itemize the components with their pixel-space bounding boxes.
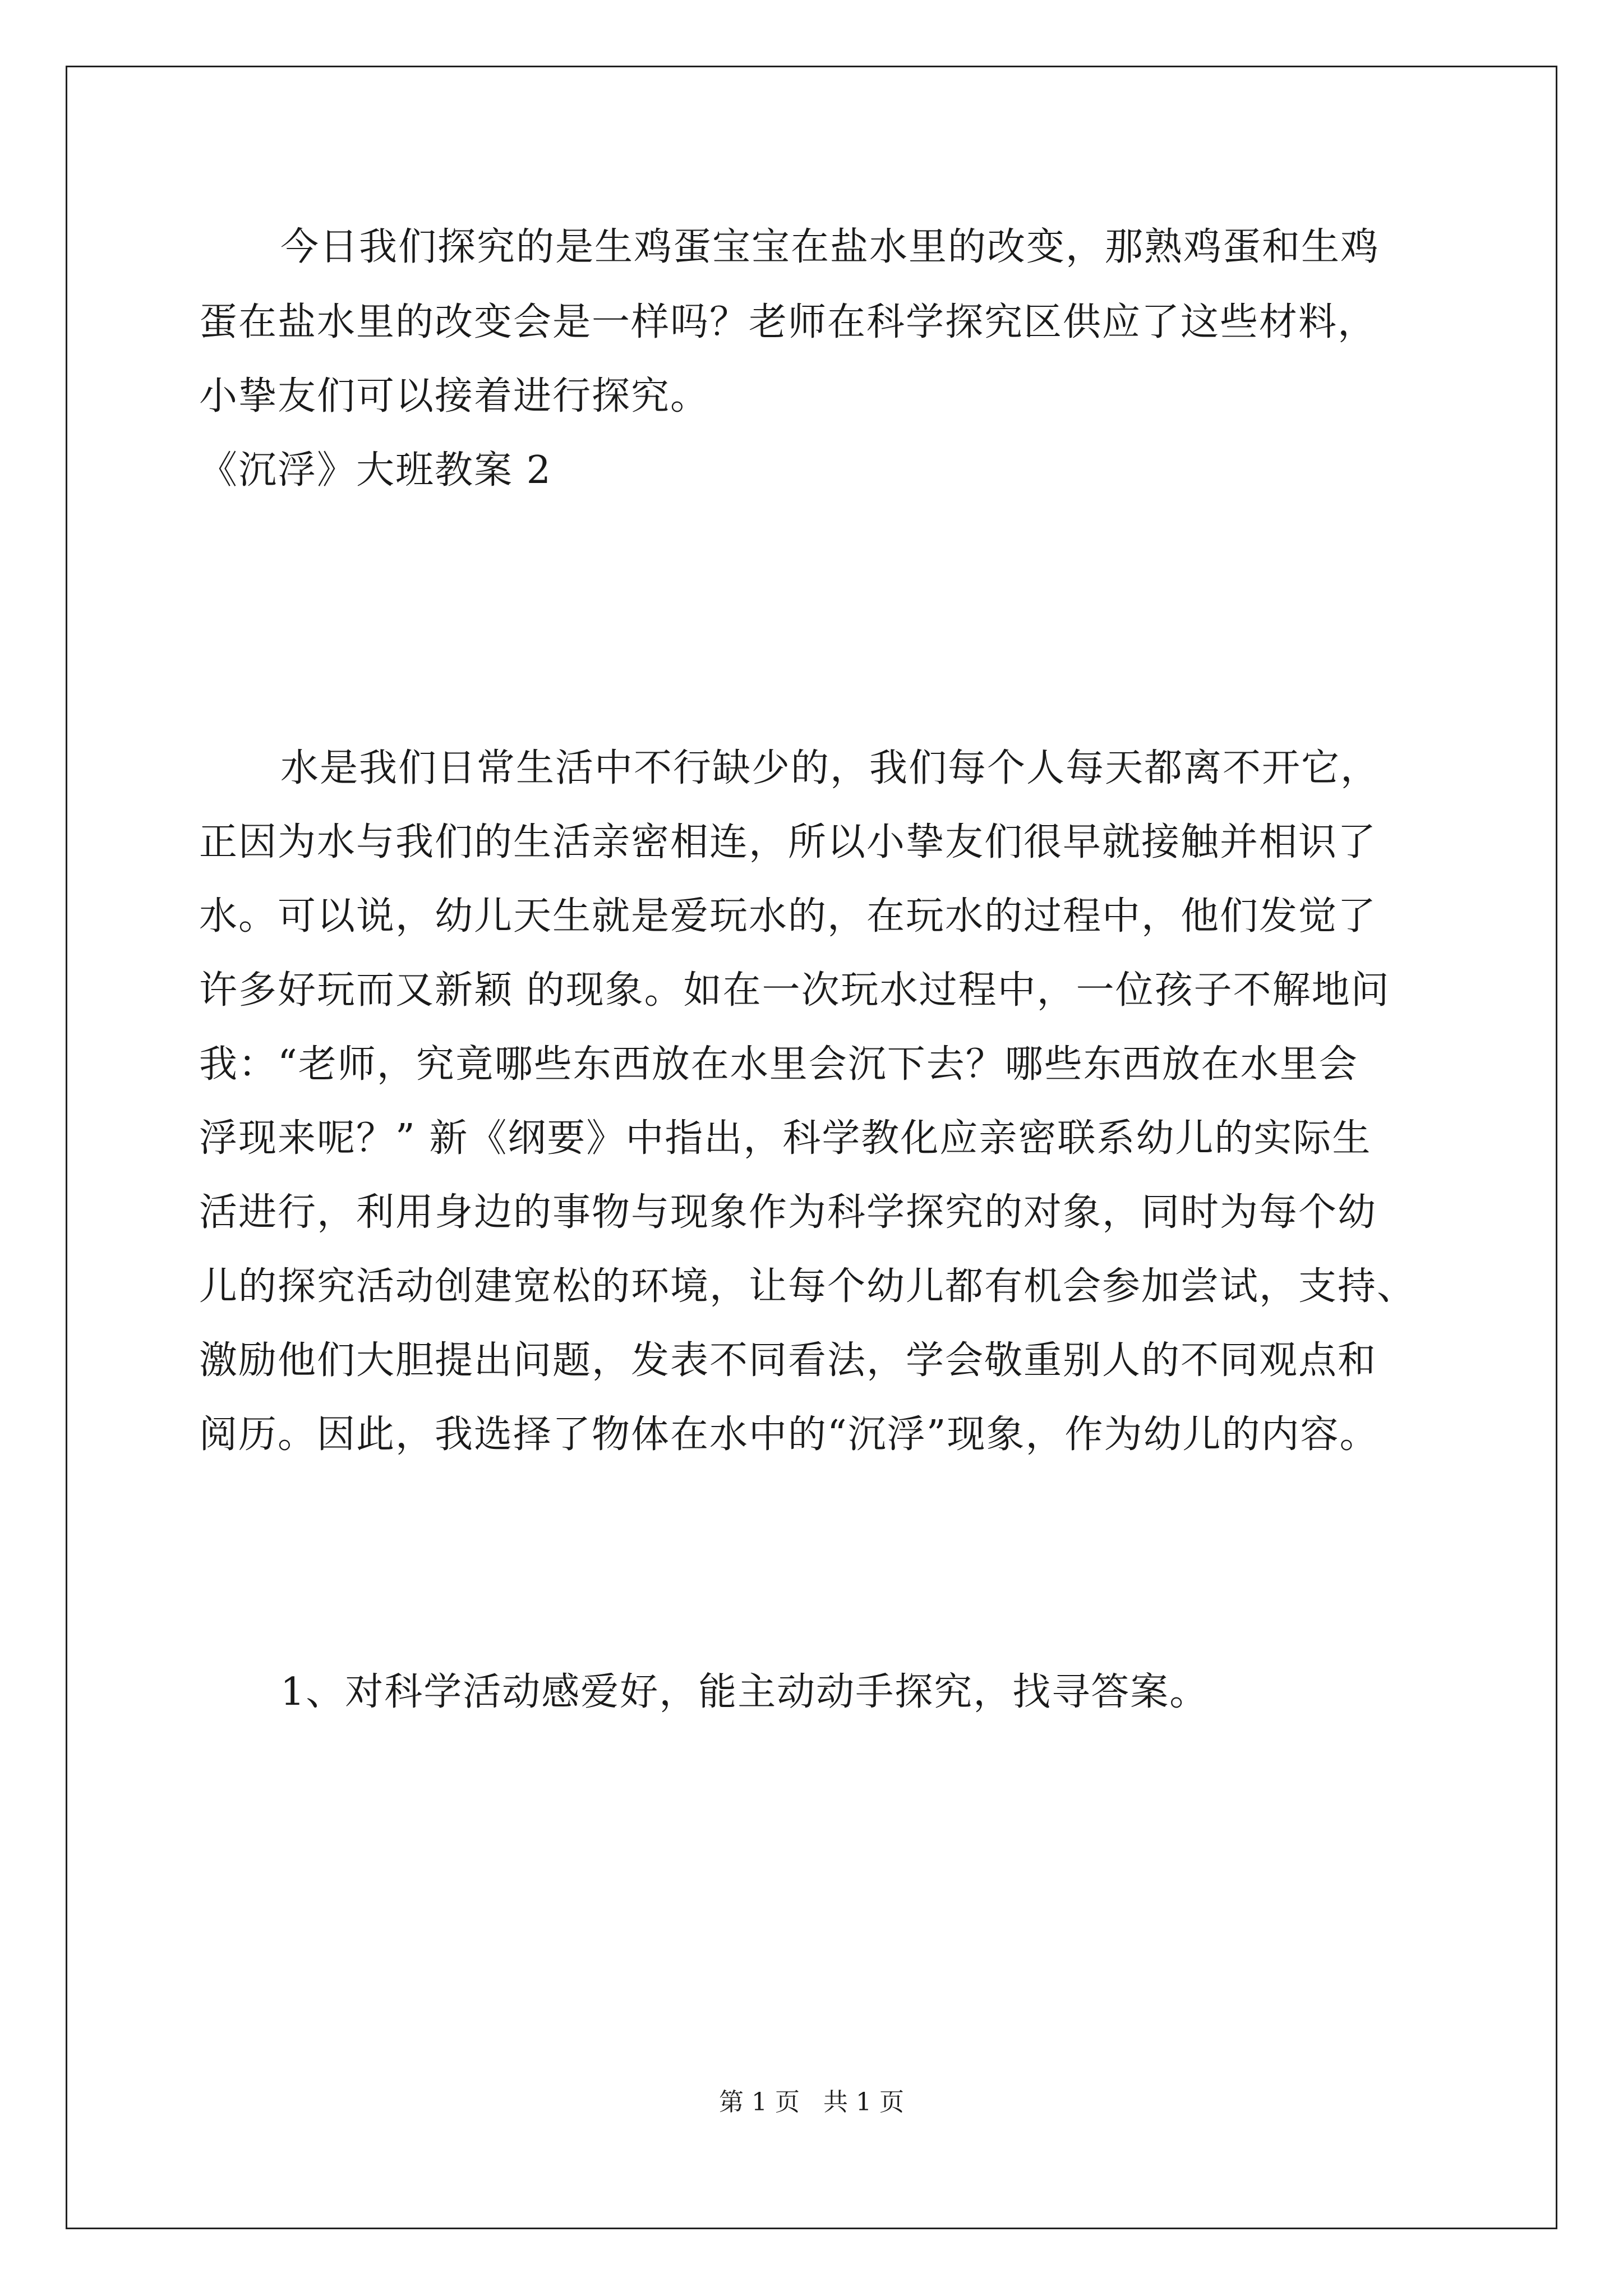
paragraph-2-line-8: 儿的探究活动创建宽松的环境，让每个幼儿都有机会参加尝试，支持、 (199, 1264, 1417, 1309)
paragraph-2-line-1: 水是我们日常生活中不行缺少的，我们每个人每天都离不开它， (280, 746, 1380, 790)
page-footer: 第 1 页 共 1 页 (719, 2088, 904, 2116)
paragraph-2-line-6: 浮现来呢？” 新《纲要》中指出，科学教化应亲密联系幼儿的实际生 (199, 1116, 1372, 1161)
paragraph-2-line-4: 许多好玩而又新颖 的现象。如在一次玩水过程中，一位孩子不解地问 (199, 968, 1390, 1013)
paragraph-2-line-10: 阅历。因此，我选择了物体在水中的“沉浮”现象，作为幼儿的内容。 (199, 1412, 1379, 1457)
paragraph-1-line-3: 小挚友们可以接着进行探究。 (199, 374, 710, 418)
paragraph-1-line-2: 蛋在盐水里的改变会是一样吗？老师在科学探究区供应了这些材料， (199, 300, 1377, 344)
paragraph-2-line-9: 激励他们大胆提出问题，发表不同看法，学会敬重别人的不同观点和 (199, 1338, 1377, 1383)
paragraph-2-line-5: 我：“老师，究竟哪些东西放在水里会沉下去？哪些东西放在水里会 (199, 1042, 1358, 1087)
section-heading: 《沉浮》大班教案 2 (199, 448, 552, 493)
list-item-1: 1、对科学活动感爱好，能主动动手探究，找寻答案。 (280, 1670, 1209, 1714)
paragraph-2-line-7: 活进行，利用身边的事物与现象作为科学探究的对象，同时为每个幼 (199, 1190, 1377, 1235)
paragraph-2-line-2: 正因为水与我们的生活亲密相连，所以小挚友们很早就接触并相识了 (199, 820, 1377, 864)
paragraph-1-line-1: 今日我们探究的是生鸡蛋宝宝在盐水里的改变，那熟鸡蛋和生鸡 (280, 225, 1380, 269)
paragraph-2-line-3: 水。可以说，幼儿天生就是爱玩水的，在玩水的过程中，他们发觉了 (199, 894, 1377, 938)
